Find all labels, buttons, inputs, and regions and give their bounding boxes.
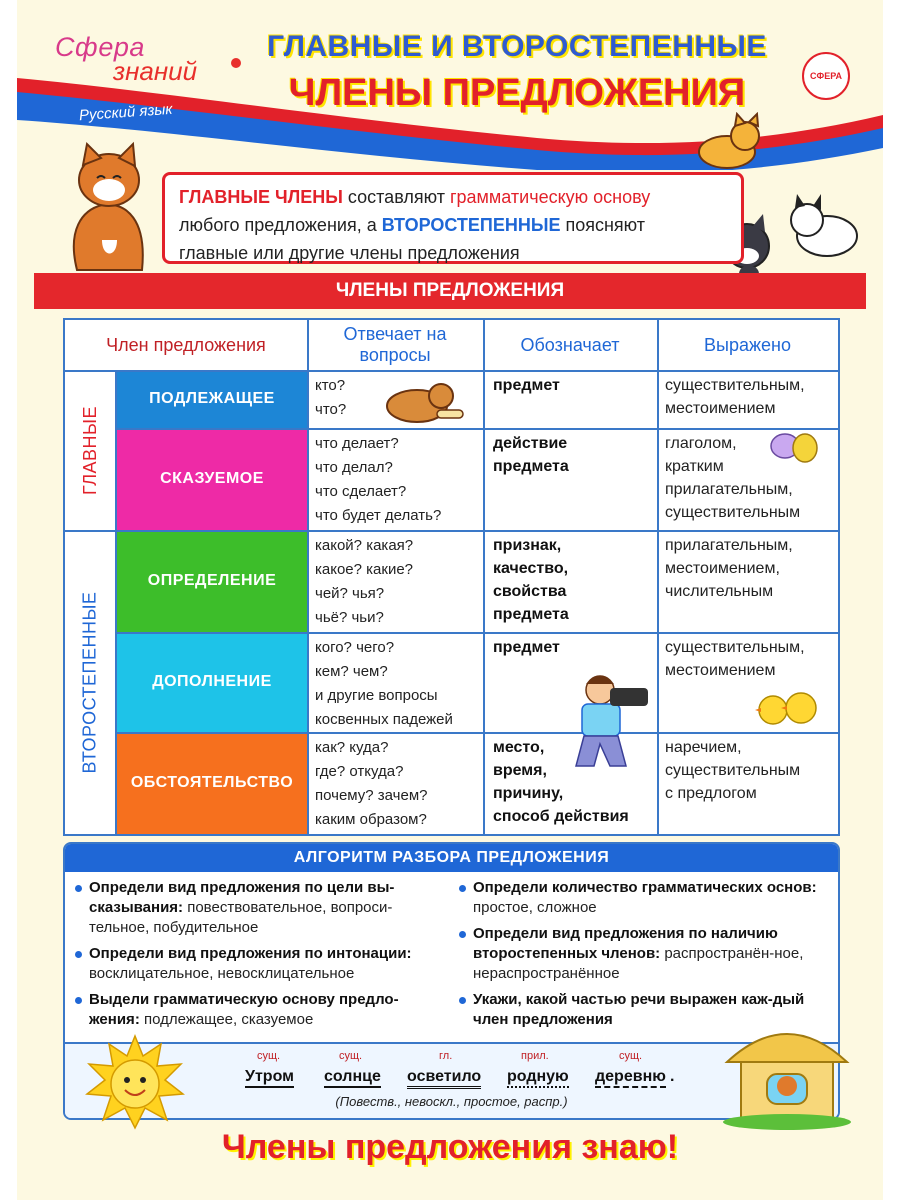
publisher-badge: СФЕРА — [802, 52, 850, 100]
questions-cell — [309, 428, 483, 530]
expressed-cell — [659, 732, 838, 834]
question-line: что сделает? — [315, 483, 407, 500]
means-line: время, — [493, 762, 547, 779]
means-cell — [485, 370, 657, 428]
dog-icon — [377, 376, 467, 432]
algorithm-left-column — [71, 878, 449, 1036]
question-line: какой? какая? — [315, 537, 414, 554]
means-line: предмета — [493, 458, 569, 475]
expressed-line: местоимением — [665, 400, 776, 417]
question-line: что будет делать? — [315, 507, 442, 524]
member-cell: ОБСТОЯТЕЛЬСТВО — [117, 732, 307, 834]
algorithm-step: Определи количество грамматических основ: простое, сложное — [455, 878, 833, 918]
section-banner: ЧЛЕНЫ ПРЕДЛОЖЕНИЯ — [34, 273, 866, 309]
intro-secondary-members: ВТОРОСТЕПЕННЫЕ — [381, 215, 561, 235]
expressed-cell — [659, 370, 838, 428]
intro-text-2: любого предложения, а — [179, 215, 382, 235]
question-line: косвенных падежей — [315, 711, 453, 728]
expressed-line: местоимением — [665, 662, 776, 679]
member-cell: ОПРЕДЕЛЕНИЕ — [117, 530, 307, 632]
word-label: гл. — [439, 1050, 453, 1062]
algorithm-step: Выдели грамматическую основу предло-жения: подлежащее, сказуемое — [71, 990, 449, 1030]
house-icon — [717, 1012, 857, 1130]
intro-text-3: поясняют — [560, 215, 646, 235]
chicks-icon — [755, 680, 825, 730]
means-line: свойства — [493, 583, 567, 600]
expressed-line: существительным, — [665, 377, 805, 394]
algorithm-step: Определи вид предложения по интонации: восклицательное, невосклицательное — [71, 944, 449, 984]
question-line: почему? зачем? — [315, 787, 428, 804]
example-period: . — [670, 1068, 675, 1085]
questions-cell — [309, 632, 483, 732]
means-line: качество, — [493, 560, 569, 577]
means-line: причину, — [493, 785, 564, 802]
poster — [17, 0, 883, 1200]
algorithm-step: Определи вид предложения по цели вы-сказывания: повествовательное, вопроси-тельное, побудительное — [71, 878, 449, 938]
word-label: сущ. — [257, 1050, 281, 1062]
intro-text-4: главные или другие члены предложения — [179, 243, 520, 263]
member-cell: ДОПОЛНЕНИЕ — [117, 632, 307, 732]
means-cell — [485, 530, 657, 632]
expressed-line: местоимением, — [665, 560, 780, 577]
expressed-line: наречием, — [665, 739, 742, 756]
member-cell: СКАЗУЕМОЕ — [117, 428, 307, 530]
means-line: предмет — [493, 377, 560, 394]
header-expressed: Выражено — [704, 334, 791, 355]
example-word: деревню — [595, 1068, 666, 1088]
header-member: Член предложения — [106, 334, 266, 355]
question-line: как? куда? — [315, 739, 389, 756]
example-word: Утром — [245, 1068, 294, 1088]
page-title-line2: ЧЛЕНЫ ПРЕДЛОЖЕНИЯ — [288, 72, 746, 114]
question-line: что? — [315, 401, 347, 418]
expressed-line: глаголом, — [665, 435, 737, 452]
subject-label: Русский язык — [78, 100, 174, 125]
intro-main-members: ГЛАВНЫЕ ЧЛЕНЫ — [179, 187, 343, 207]
question-line: кто? — [315, 377, 346, 394]
algorithm-title: АЛГОРИТМ РАЗБОРА ПРЕДЛОЖЕНИЯ — [65, 844, 838, 872]
footer-slogan: Члены предложения знаю! — [221, 1128, 679, 1166]
butterfly-icon — [765, 428, 825, 468]
expressed-line: числительным — [665, 583, 774, 600]
group-secondary: ВТОРОСТЕПЕННЫЕ — [79, 591, 100, 773]
expressed-line: существительным, — [665, 639, 805, 656]
intro-grammar-basis: грамматическую основу — [449, 187, 651, 207]
header-questions: Отвечает на вопросы — [343, 324, 447, 365]
cat-icon — [57, 140, 157, 275]
expressed-line: существительным — [665, 504, 801, 521]
algorithm-step: Укажи, какой частью речи выражен каж-дый член предложения — [455, 990, 833, 1030]
question-line: кем? чем? — [315, 663, 388, 680]
expressed-line: кратким — [665, 458, 724, 475]
question-line: чьё? чьи? — [315, 609, 384, 626]
sun-icon — [83, 1034, 187, 1130]
means-line: действие — [493, 435, 568, 452]
example-word: солнце — [324, 1068, 381, 1088]
expressed-line: с предлогом — [665, 785, 757, 802]
question-line: кого? чего? — [315, 639, 395, 656]
brand-logo — [55, 32, 225, 102]
header-means: Обозначает — [520, 334, 620, 355]
logo-line1: Сфера — [55, 32, 145, 62]
page-title-line1: ГЛАВНЫЕ И ВТОРОСТЕПЕННЫЕ — [267, 30, 767, 63]
question-line: какое? какие? — [315, 561, 414, 578]
expressed-line: существительным — [665, 762, 801, 779]
members-table — [63, 318, 840, 836]
group-main: ГЛАВНЫЕ — [79, 405, 100, 495]
intro-box — [162, 172, 744, 264]
questions-cell — [309, 530, 483, 632]
question-line: и другие вопросы — [315, 687, 438, 704]
expressed-cell — [659, 530, 838, 632]
expressed-line: прилагательным, — [665, 537, 793, 554]
logo-line2: знаний — [113, 56, 198, 86]
example-word: осветило — [407, 1068, 481, 1089]
question-line: что делал? — [315, 459, 393, 476]
means-line: предмета — [493, 606, 569, 623]
means-line: признак, — [493, 537, 562, 554]
word-label: сущ. — [619, 1050, 643, 1062]
question-line: что делает? — [315, 435, 399, 452]
expressed-line: прилагательным, — [665, 481, 793, 498]
questions-cell — [309, 732, 483, 834]
photographer-icon — [560, 670, 655, 770]
means-line: предмет — [493, 639, 560, 656]
means-line: способ действия — [493, 808, 629, 825]
word-label: прил. — [521, 1050, 549, 1062]
means-cell — [485, 428, 657, 530]
question-line: где? откуда? — [315, 763, 404, 780]
example-word: родную — [507, 1068, 569, 1088]
intro-text-1: составляют — [342, 187, 450, 207]
question-line: каким образом? — [315, 811, 427, 828]
member-cell: ПОДЛЕЖАЩЕЕ — [117, 370, 307, 428]
means-line: место, — [493, 739, 545, 756]
algorithm-step: Определи вид предложения по наличию второстепенных членов: распространён-ное, нераспространённое — [455, 924, 833, 984]
example-note: (Повеств., невоскл., простое, распр.) — [335, 1094, 568, 1109]
word-label: сущ. — [339, 1050, 363, 1062]
question-line: чей? чья? — [315, 585, 385, 602]
